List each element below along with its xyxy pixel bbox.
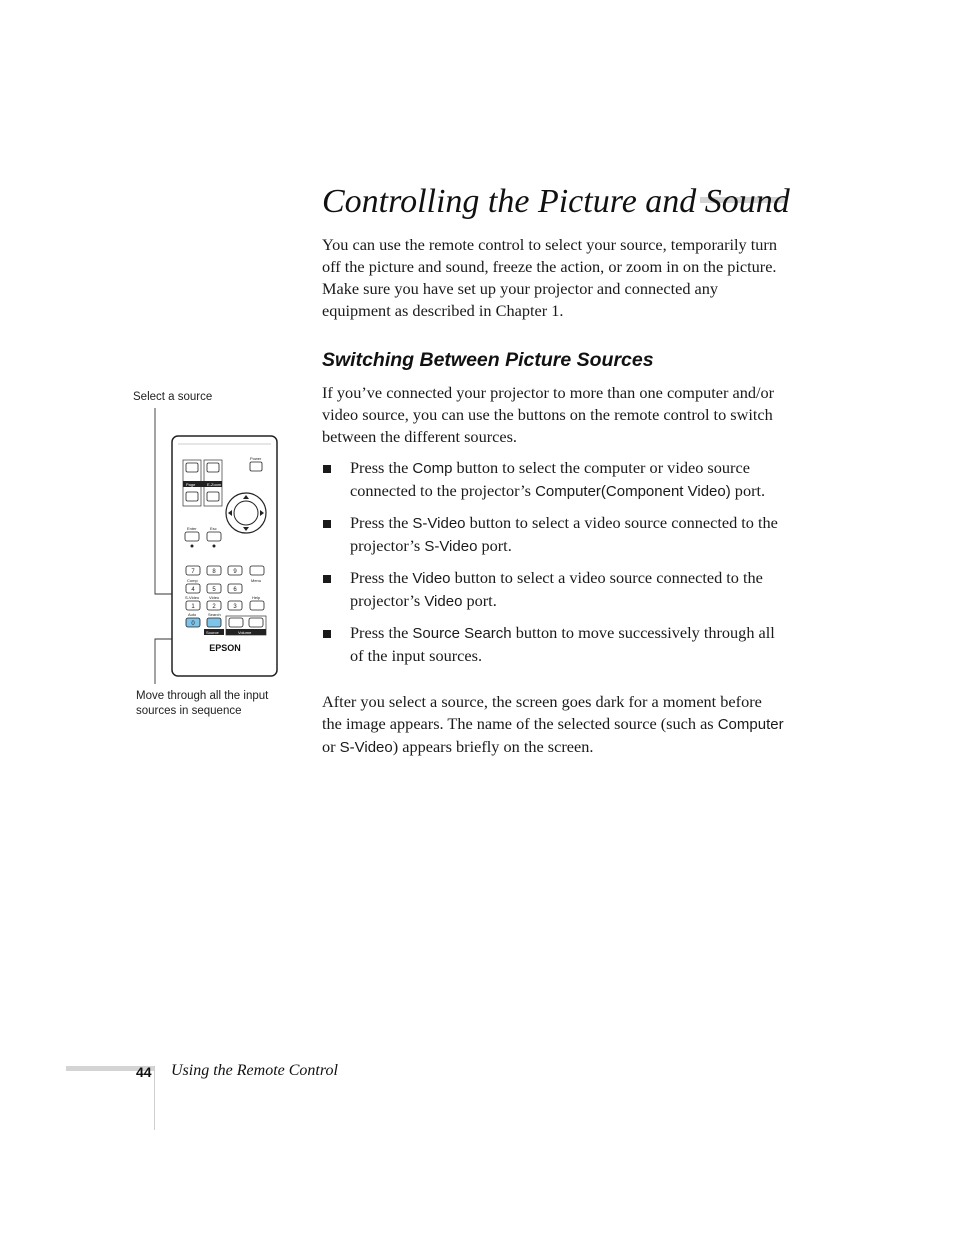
help-label: Help bbox=[252, 595, 261, 600]
section-heading: Switching Between Picture Sources bbox=[322, 349, 654, 371]
key-3-label: 3 bbox=[233, 604, 237, 610]
source-search-button bbox=[207, 618, 221, 627]
key-6-label: 6 bbox=[233, 587, 237, 593]
menu-label: Menu bbox=[251, 578, 262, 583]
bullet-item-comp: Press the Comp button to select the computer or video source connected to the projector’s Computer(Component Video) port. bbox=[322, 457, 784, 503]
esc-button bbox=[207, 532, 221, 541]
bullet-item-source-search: Press the Source Search button to move successively through all of the input sources. bbox=[322, 622, 784, 667]
square-bullet-icon bbox=[323, 630, 331, 638]
ezoom-label: E-Zoom bbox=[207, 482, 222, 487]
esc-label: Esc bbox=[210, 526, 217, 531]
enter-label: Enter bbox=[187, 526, 197, 531]
key-8-label: 8 bbox=[212, 569, 216, 575]
help-button bbox=[250, 601, 264, 610]
square-bullet-icon bbox=[323, 465, 331, 473]
outro-paragraph: After you select a source, the screen goes dark for a moment before the image appears. The name of the selected source (such as Computer or S-Video) appears briefly on the screen. bbox=[322, 692, 784, 756]
number-pad bbox=[185, 566, 242, 610]
menu-button bbox=[250, 566, 264, 575]
square-bullet-icon bbox=[323, 520, 331, 528]
key-2-label: 2 bbox=[212, 604, 216, 610]
ui-term: Source Search bbox=[412, 625, 512, 642]
volume-label: Volume bbox=[238, 630, 252, 635]
source-label: Source bbox=[206, 630, 219, 635]
callout-select-source: Select a source bbox=[133, 391, 213, 403]
bullet-list bbox=[322, 457, 784, 676]
key-4-label: 4 bbox=[191, 587, 195, 593]
key-7-label: 7 bbox=[191, 569, 195, 575]
power-label: Power bbox=[250, 456, 262, 461]
ui-term: Computer(Component Video) bbox=[535, 483, 731, 500]
volume-up-button bbox=[249, 618, 263, 627]
square-bullet-icon bbox=[323, 575, 331, 583]
auto-label: Auto bbox=[188, 612, 197, 617]
page-label: Page bbox=[186, 482, 196, 487]
key-9-label: 9 bbox=[233, 569, 237, 575]
ui-term: S-Video bbox=[412, 515, 466, 532]
epson-logo: EPSON bbox=[209, 643, 241, 653]
page-down-button bbox=[186, 492, 198, 501]
page-up-button bbox=[186, 463, 198, 472]
section-intro-paragraph: If you’ve connected your projector to more than one computer and/or video source, you can use the buttons on the remote control to switch between the different sources. bbox=[322, 383, 775, 446]
ui-term: Comp bbox=[412, 460, 453, 477]
zoom-out-button bbox=[207, 492, 219, 501]
search-label: Search bbox=[208, 612, 221, 617]
enter-button bbox=[185, 532, 199, 541]
ui-term: Video bbox=[412, 570, 451, 587]
video-label: Video bbox=[209, 595, 220, 600]
remote-control-illustration bbox=[130, 404, 290, 684]
svideo-label: S-Video bbox=[185, 595, 200, 600]
power-button bbox=[250, 462, 262, 471]
callout-source-search: Move through all the input sources in sequence bbox=[136, 690, 269, 717]
key-0-label: 0 bbox=[191, 621, 195, 627]
ui-term: S-Video bbox=[339, 739, 393, 756]
bullet-item-video: Press the Video button to select a video source connected to the projector’s Video port. bbox=[322, 567, 784, 613]
ui-term: Video bbox=[424, 593, 463, 610]
ui-term: S-Video bbox=[424, 538, 478, 555]
key-1-label: 1 bbox=[191, 604, 195, 610]
bullet-item-svideo: Press the S-Video button to select a video source connected to the projector’s S-Video port. bbox=[322, 512, 784, 558]
page-number: 44 bbox=[136, 1064, 152, 1080]
volume-down-button bbox=[229, 618, 243, 627]
key-5-label: 5 bbox=[212, 587, 216, 593]
footer-divider bbox=[154, 1066, 155, 1130]
running-footer: Using the Remote Control bbox=[171, 1062, 338, 1079]
page-title: Controlling the Picture and Sound bbox=[322, 183, 790, 220]
zoom-in-button bbox=[207, 463, 219, 472]
ui-term: Computer bbox=[717, 716, 784, 733]
intro-paragraph: You can use the remote control to select your source, temporarily turn off the picture and sound, freeze the action, or zoom in on the picture. Make sure you have set up your projector and connected any equipment as described in Chapter 1. bbox=[322, 235, 777, 320]
comp-label: Comp bbox=[187, 578, 198, 583]
